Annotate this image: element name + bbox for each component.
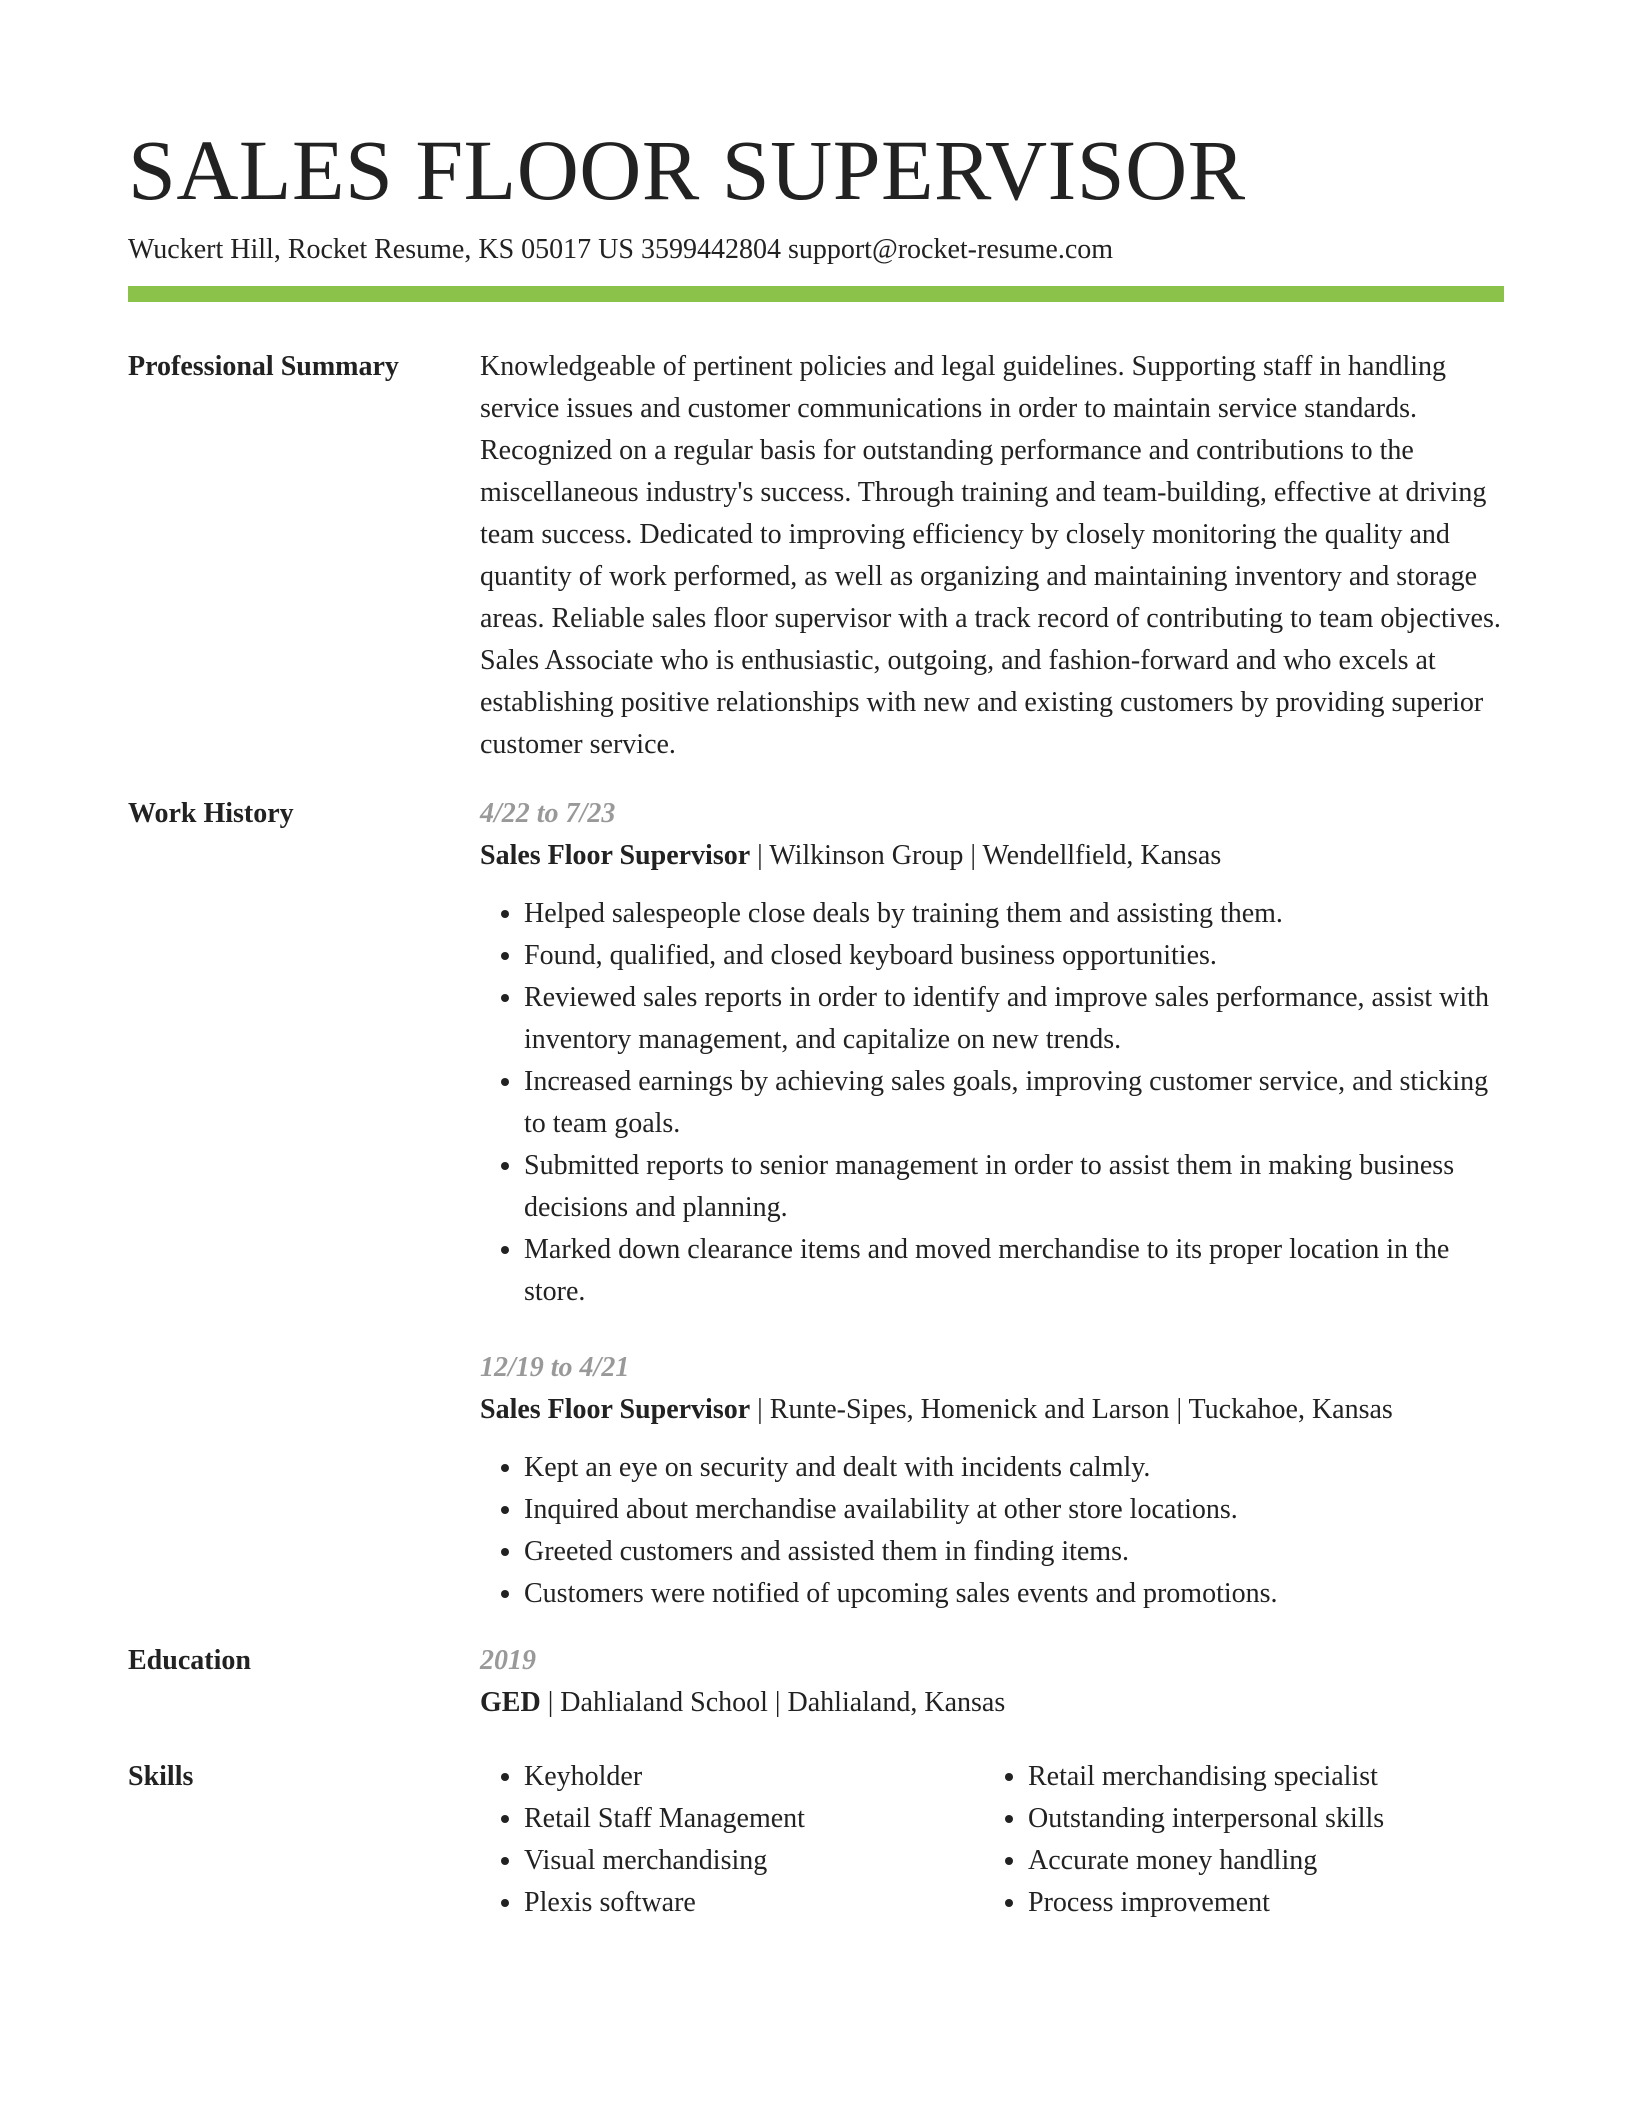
skill-item: • Outstanding interpersonal skills bbox=[1028, 1798, 1488, 1840]
work-history-label: Work History bbox=[128, 798, 294, 829]
summary-label: Professional Summary bbox=[128, 351, 399, 382]
job-dates: 12/19 to 4/21 bbox=[480, 1352, 630, 1383]
job-bullet: • Submitted reports to senior management in order to assist them in making business decisions and planning. bbox=[524, 1145, 1504, 1229]
job-title: Sales Floor Supervisor bbox=[480, 840, 751, 871]
job-details: | Wilkinson Group | Wendellfield, Kansas bbox=[750, 840, 1222, 871]
contact-phone: 3599442804 bbox=[640, 234, 781, 265]
education-body bbox=[480, 1640, 1504, 1724]
skills-list-right bbox=[984, 1756, 1488, 1924]
skill-item: • Accurate money handling bbox=[1028, 1840, 1488, 1882]
work-history-body bbox=[480, 793, 1504, 1615]
skill-item: • Keyholder bbox=[524, 1756, 984, 1798]
job-bullet: • Helped salespeople close deals by training them and assisting them. bbox=[524, 893, 1504, 935]
skills-list-left bbox=[480, 1756, 984, 1924]
job-details: | Runte-Sipes, Homenick and Larson | Tuckahoe, Kansas bbox=[750, 1394, 1393, 1425]
skills-label: Skills bbox=[128, 1761, 194, 1792]
education-year: 2019 bbox=[480, 1645, 536, 1676]
education-label: Education bbox=[128, 1645, 251, 1676]
job-bullet: • Found, qualified, and closed keyboard business opportunities. bbox=[524, 935, 1504, 977]
contact-line bbox=[128, 232, 1120, 268]
job-bullet: • Kept an eye on security and dealt with incidents calmly. bbox=[524, 1447, 1504, 1489]
skill-item: • Retail Staff Management bbox=[524, 1798, 984, 1840]
education-degree: GED bbox=[480, 1687, 541, 1718]
job-bullet: • Increased earnings by achieving sales goals, improving customer service, and sticking to team goals. bbox=[524, 1061, 1504, 1145]
job-title: Sales Floor Supervisor bbox=[480, 1394, 751, 1425]
skill-item: • Retail merchandising specialist bbox=[1028, 1756, 1488, 1798]
education-heading bbox=[480, 1682, 1504, 1724]
resume-name: SALES FLOOR SUPERVISOR bbox=[128, 122, 1246, 218]
skill-item: • Process improvement bbox=[1028, 1882, 1488, 1924]
job-dates: 4/22 to 7/23 bbox=[480, 798, 616, 829]
job-heading bbox=[480, 835, 1504, 877]
skills-columns bbox=[480, 1756, 1504, 1924]
skill-item: • Plexis software bbox=[524, 1882, 984, 1924]
skills-body bbox=[480, 1756, 1504, 1924]
job-bullet: • Inquired about merchandise availability at other store locations. bbox=[524, 1489, 1504, 1531]
job-bullet: • Marked down clearance items and moved merchandise to its proper location in the store. bbox=[524, 1229, 1504, 1313]
job-bullet: • Reviewed sales reports in order to identify and improve sales performance, assist with inventory management, and capitalize on new trends. bbox=[524, 977, 1504, 1061]
contact-email: support@rocket-resume.com bbox=[787, 234, 1114, 265]
job-bullets bbox=[480, 1447, 1504, 1615]
education-details: | Dahlialand School | Dahlialand, Kansas bbox=[540, 1687, 1006, 1718]
job-heading bbox=[480, 1389, 1504, 1431]
job-bullet: • Customers were notified of upcoming sales events and promotions. bbox=[524, 1573, 1504, 1615]
contact-address: Wuckert Hill, Rocket Resume, KS 05017 US bbox=[128, 234, 634, 265]
job-bullet: • Greeted customers and assisted them in finding items. bbox=[524, 1531, 1504, 1573]
summary-text: Knowledgeable of pertinent policies and legal guidelines. Supporting staff in handling service issues and customer communications in order to maintain service standards. Recognized on a regular basis for outstanding performance and contributions to the miscellaneous industry's success. Through training and team-building, effective at driving team success. Dedicated to improving efficiency by closely monitoring the quality and quantity of work performed, as well as organizing and maintaining inventory and storage areas. Reliable sales floor supervisor with a track record of contributing to team objectives. Sales Associate who is enthusiastic, outgoing, and fashion-forward and who excels at establishing positive relationships with new and existing customers by providing superior customer service. bbox=[480, 351, 1501, 760]
job-entry bbox=[480, 793, 1504, 1313]
job-entry bbox=[480, 1347, 1504, 1615]
skill-item: • Visual merchandising bbox=[524, 1840, 984, 1882]
job-bullets bbox=[480, 893, 1504, 1313]
summary-body bbox=[480, 346, 1504, 766]
header-divider bbox=[128, 286, 1504, 302]
